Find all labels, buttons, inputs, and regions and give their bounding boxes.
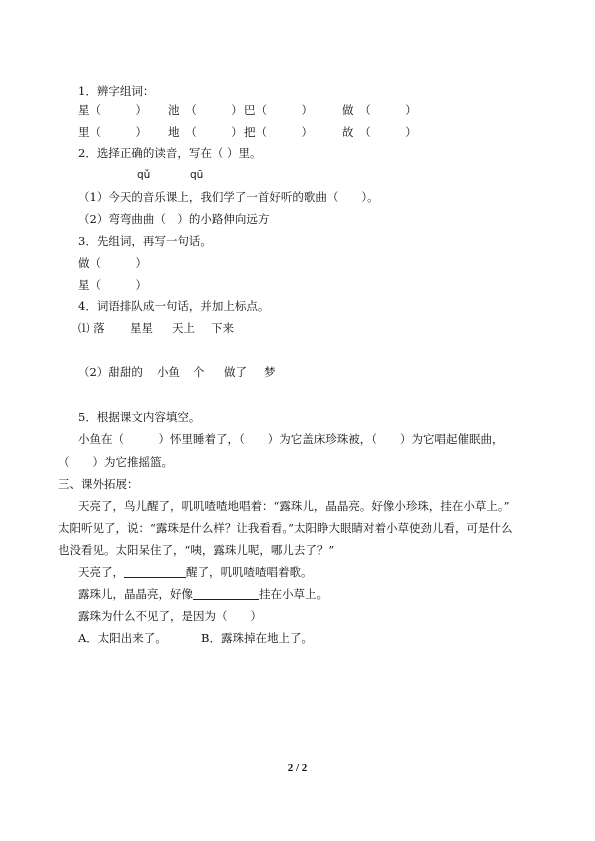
q1-row2-item4: 故 （ ） bbox=[342, 125, 417, 139]
q3-title: 3．先组词，再写一句话。 bbox=[78, 234, 212, 248]
q4-item2-word4: 做了 bbox=[224, 365, 247, 379]
q4-item2-word1: （2）甜甜的 bbox=[78, 365, 143, 379]
fill2-suffix: 挂在小草上。 bbox=[259, 587, 328, 601]
section3-para-line3: 也没看见。太阳呆住了，“咦，露珠儿呢，哪儿去了？” bbox=[58, 543, 335, 557]
fill1-blank[interactable] bbox=[124, 565, 186, 578]
q1-row2-item1: 里（ ） bbox=[78, 125, 147, 139]
fill2-blank[interactable] bbox=[193, 587, 259, 600]
q1-row1-item1: 星（ ） bbox=[78, 103, 147, 117]
q5-title: 5．根据课文内容填空。 bbox=[78, 410, 201, 424]
q4-item2-word3: 个 bbox=[193, 365, 205, 379]
section3-para-line2: 太阳听见了，说：“露珠是什么样？让我看看。”太阳睁大眼睛对着小草使劲儿看，可是什么 bbox=[58, 521, 513, 535]
section3-option-a: A．太阳出来了。 bbox=[78, 631, 167, 645]
section3-option-b: B．露珠掉在地上了。 bbox=[201, 631, 313, 645]
q2-item-2: （2）弯弯曲曲（ ）的小路伸向远方 bbox=[78, 212, 270, 226]
fill1-prefix: 天亮了， bbox=[78, 565, 124, 579]
q2-title: 2．选择正确的读音，写在（ ）里。 bbox=[78, 146, 262, 160]
q2-pinyin-1: qǔ bbox=[137, 169, 151, 181]
q1-title: 1．辨字组词： bbox=[78, 84, 155, 98]
page-number: 2 / 2 bbox=[287, 762, 308, 774]
q4-item1-word1: ⑴ 落 bbox=[78, 321, 105, 335]
q4-item1-word4: 下来 bbox=[211, 321, 234, 335]
q1-row2-item3: 把（ ） bbox=[244, 125, 313, 139]
fill1-suffix: 醒了，叽叽喳喳唱着歌。 bbox=[186, 565, 313, 579]
q1-row1-item3: 巴（ ） bbox=[244, 103, 313, 117]
q4-item1-word2: 星星 bbox=[130, 321, 153, 335]
q1-row1-item2: 池 （ ） bbox=[168, 103, 243, 117]
fill2-prefix: 露珠儿，晶晶亮，好像 bbox=[78, 587, 193, 601]
q3-item-2: 星（ ） bbox=[78, 278, 147, 292]
q5-line-1: 小鱼在（ ）怀里睡着了，（ ）为它盖床珍珠被，（ ）为它唱起催眠曲， bbox=[78, 432, 504, 446]
q2-pinyin-2: qū bbox=[190, 169, 204, 181]
q2-item-1: （1）今天的音乐课上，我们学了一首好听的歌曲（ ）。 bbox=[78, 190, 379, 204]
q4-item2-word5: 梦 bbox=[264, 365, 276, 379]
q4-item1-word3: 天上 bbox=[172, 321, 195, 335]
q1-row1-item4: 做 （ ） bbox=[342, 103, 417, 117]
section3-fill-1 bbox=[78, 565, 313, 579]
section3-fill-2 bbox=[78, 587, 328, 601]
q1-row2-item2: 地 （ ） bbox=[168, 125, 243, 139]
q4-item2-word2: 小鱼 bbox=[157, 365, 180, 379]
q3-item-1: 做（ ） bbox=[78, 256, 147, 270]
section3-para-line1: 天亮了，鸟儿醒了，叽叽喳喳地唱着：“露珠儿，晶晶亮。好像小珍珠，挂在小草上。” bbox=[78, 499, 510, 513]
section3-title: 三、课外拓展： bbox=[58, 477, 139, 491]
section3-why-question: 露珠为什么不见了，是因为（ ） bbox=[78, 609, 262, 623]
q4-title: 4．词语排队成一句话，并加上标点。 bbox=[78, 299, 270, 313]
q5-line-2: （ ）为它推摇篮。 bbox=[58, 455, 173, 469]
